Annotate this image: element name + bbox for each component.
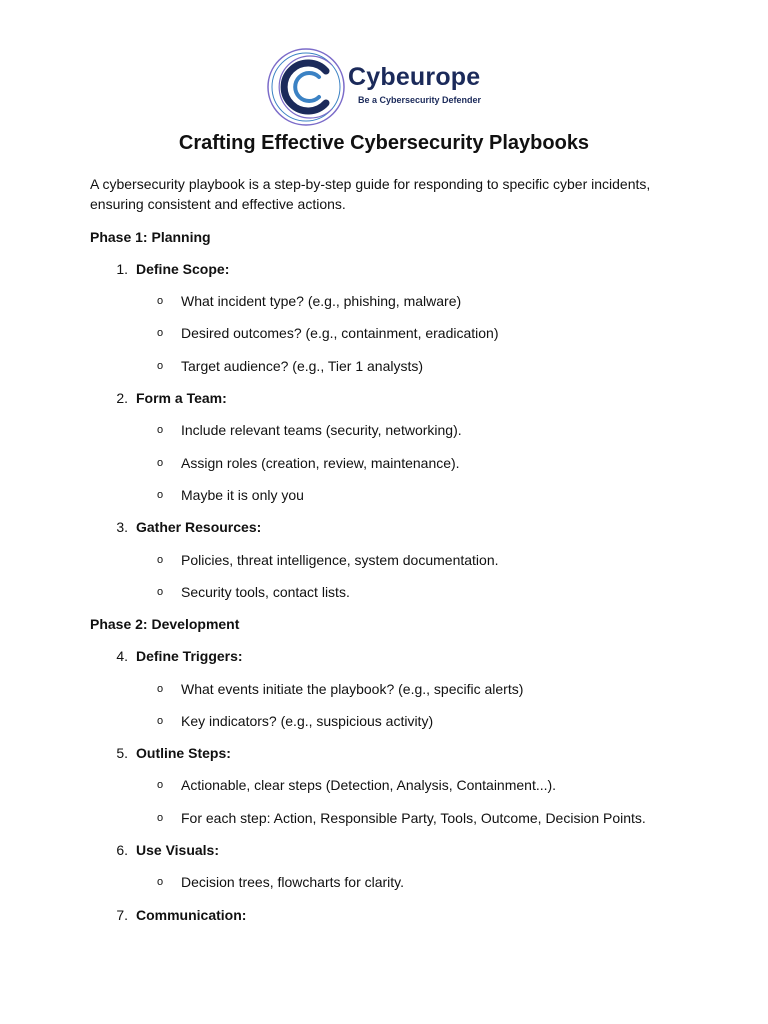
list-item: Maybe it is only you bbox=[181, 487, 304, 503]
step-title: Gather Resources: bbox=[136, 519, 262, 535]
bullet-circle-icon: o bbox=[157, 586, 164, 598]
bullet-circle-icon: o bbox=[157, 812, 164, 824]
step-number: 5. bbox=[116, 745, 128, 761]
logo-name: Cybeurope bbox=[348, 63, 481, 91]
bullet-circle-icon: o bbox=[157, 424, 164, 436]
bullet-circle-icon: o bbox=[157, 683, 164, 695]
list-item: Decision trees, flowcharts for clarity. bbox=[181, 874, 405, 890]
list-item: Assign roles (creation, review, maintenance). bbox=[181, 455, 460, 471]
list-item: What incident type? (e.g., phishing, malware) bbox=[181, 293, 462, 309]
bullet-circle-icon: o bbox=[157, 295, 164, 307]
intro-paragraph: A cybersecurity playbook is a step-by-step guide for responding to specific cyber incidents, ensuring consistent and effective actions. bbox=[90, 176, 651, 212]
list-item: For each step: Action, Responsible Party, Tools, Outcome, Decision Points. bbox=[181, 810, 646, 826]
step-number: 2. bbox=[116, 390, 128, 406]
logo-c-icon bbox=[266, 47, 346, 127]
step-number: 7. bbox=[116, 907, 128, 923]
step-number: 4. bbox=[116, 648, 128, 664]
step-title: Define Triggers: bbox=[136, 648, 243, 664]
phase-heading: Phase 2: Development bbox=[90, 616, 240, 632]
step-number: 6. bbox=[116, 842, 128, 858]
list-item: What events initiate the playbook? (e.g., specific alerts) bbox=[181, 681, 524, 697]
list-item: Include relevant teams (security, networking). bbox=[181, 422, 462, 438]
list-item: Security tools, contact lists. bbox=[181, 584, 350, 600]
bullet-circle-icon: o bbox=[157, 715, 164, 727]
bullet-circle-icon: o bbox=[157, 360, 164, 372]
bullet-circle-icon: o bbox=[157, 554, 164, 566]
list-item: Desired outcomes? (e.g., containment, eradication) bbox=[181, 325, 499, 341]
bullet-circle-icon: o bbox=[157, 489, 164, 501]
logo-tagline: Be a Cybersecurity Defender bbox=[358, 95, 482, 105]
step-title: Define Scope: bbox=[136, 261, 230, 277]
step-number: 3. bbox=[116, 519, 128, 535]
list-item: Target audience? (e.g., Tier 1 analysts) bbox=[181, 358, 424, 374]
step-title: Form a Team: bbox=[136, 390, 227, 406]
list-item: Actionable, clear steps (Detection, Analysis, Containment...). bbox=[181, 777, 557, 793]
step-title: Use Visuals: bbox=[136, 842, 220, 858]
step-number: 1. bbox=[116, 261, 128, 277]
list-item: Policies, threat intelligence, system documentation. bbox=[181, 552, 499, 568]
bullet-circle-icon: o bbox=[157, 876, 164, 888]
step-title: Outline Steps: bbox=[136, 745, 231, 761]
cybeurope-logo bbox=[266, 47, 516, 127]
page-title: Crafting Effective Cybersecurity Playbooks bbox=[178, 132, 590, 154]
step-title: Communication: bbox=[136, 907, 247, 923]
list-item: Key indicators? (e.g., suspicious activity) bbox=[181, 713, 434, 729]
bullet-circle-icon: o bbox=[157, 457, 164, 469]
phase-heading: Phase 1: Planning bbox=[90, 229, 211, 245]
bullet-circle-icon: o bbox=[157, 327, 164, 339]
bullet-circle-icon: o bbox=[157, 779, 164, 791]
